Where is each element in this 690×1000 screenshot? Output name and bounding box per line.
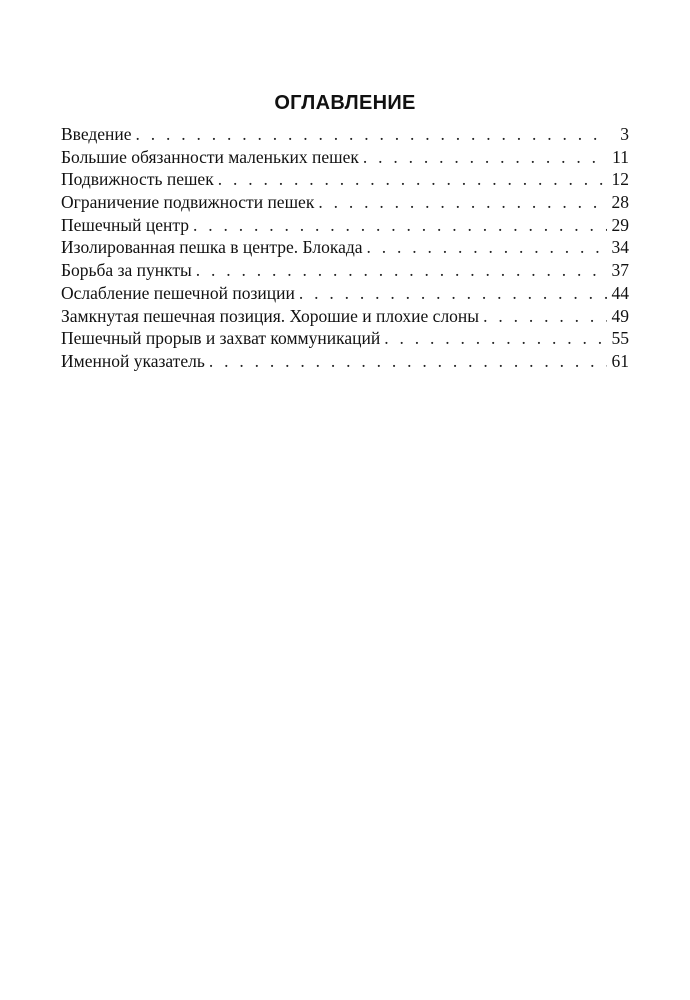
toc-entry (61, 282, 629, 305)
toc-entry (61, 259, 629, 282)
toc-entry-title: Введение (61, 124, 132, 144)
dot-leader (196, 259, 607, 282)
toc-entry (61, 236, 629, 259)
dot-leader (136, 123, 607, 146)
dot-leader (209, 350, 607, 373)
toc-entry-title: Подвижность пешек (61, 169, 214, 190)
toc-entry-page: 55 (611, 328, 629, 349)
dot-leader (318, 191, 607, 214)
toc-entry-page: 34 (611, 237, 629, 258)
page-title: ОГЛАВЛЕНИЕ (274, 92, 416, 114)
toc-entry (61, 123, 629, 146)
toc-entry-title: Именной указатель (61, 350, 205, 371)
toc-entry-page: 3 (620, 124, 629, 144)
dot-leader (299, 282, 607, 305)
toc-entry (61, 350, 629, 373)
toc-entry-title: Ослабление пешечной позиции (61, 282, 295, 303)
toc-entry-page: 49 (611, 305, 629, 326)
dot-leader (367, 236, 607, 259)
dot-leader (363, 146, 607, 169)
toc-entry-page: 12 (611, 169, 629, 190)
toc-entry-title: Замкнутая пешечная позиция. Хорошие и плохие слоны (61, 305, 480, 326)
toc-entry-title: Пешечный прорыв и захват коммуникаций (61, 328, 381, 349)
toc-entry-title: Изолированная пешка в центре. Блокада (61, 237, 363, 258)
dot-leader (384, 327, 607, 350)
toc-entry-title: Ограничение подвижности пешек (61, 192, 315, 213)
dot-leader (218, 168, 607, 191)
toc-entry (61, 146, 629, 169)
toc-entry (61, 214, 629, 237)
toc-entry (61, 305, 629, 328)
toc-entry-title: Большие обязанности маленьких пешек (61, 146, 359, 167)
toc-entry-page: 29 (611, 214, 629, 235)
toc-entry-page: 28 (611, 192, 629, 213)
dot-leader (193, 214, 607, 237)
toc-entry-page: 61 (611, 350, 629, 371)
toc-entry (61, 327, 629, 350)
table-of-contents (61, 123, 629, 373)
toc-entry (61, 191, 629, 214)
toc-entry-title: Пешечный центр (61, 214, 189, 235)
toc-entry-page: 37 (611, 260, 629, 281)
toc-entry-title: Борьба за пункты (61, 260, 192, 281)
toc-entry-page: 11 (612, 146, 629, 167)
dot-leader (483, 305, 607, 328)
toc-entry (61, 168, 629, 191)
toc-entry-page: 44 (611, 282, 629, 303)
